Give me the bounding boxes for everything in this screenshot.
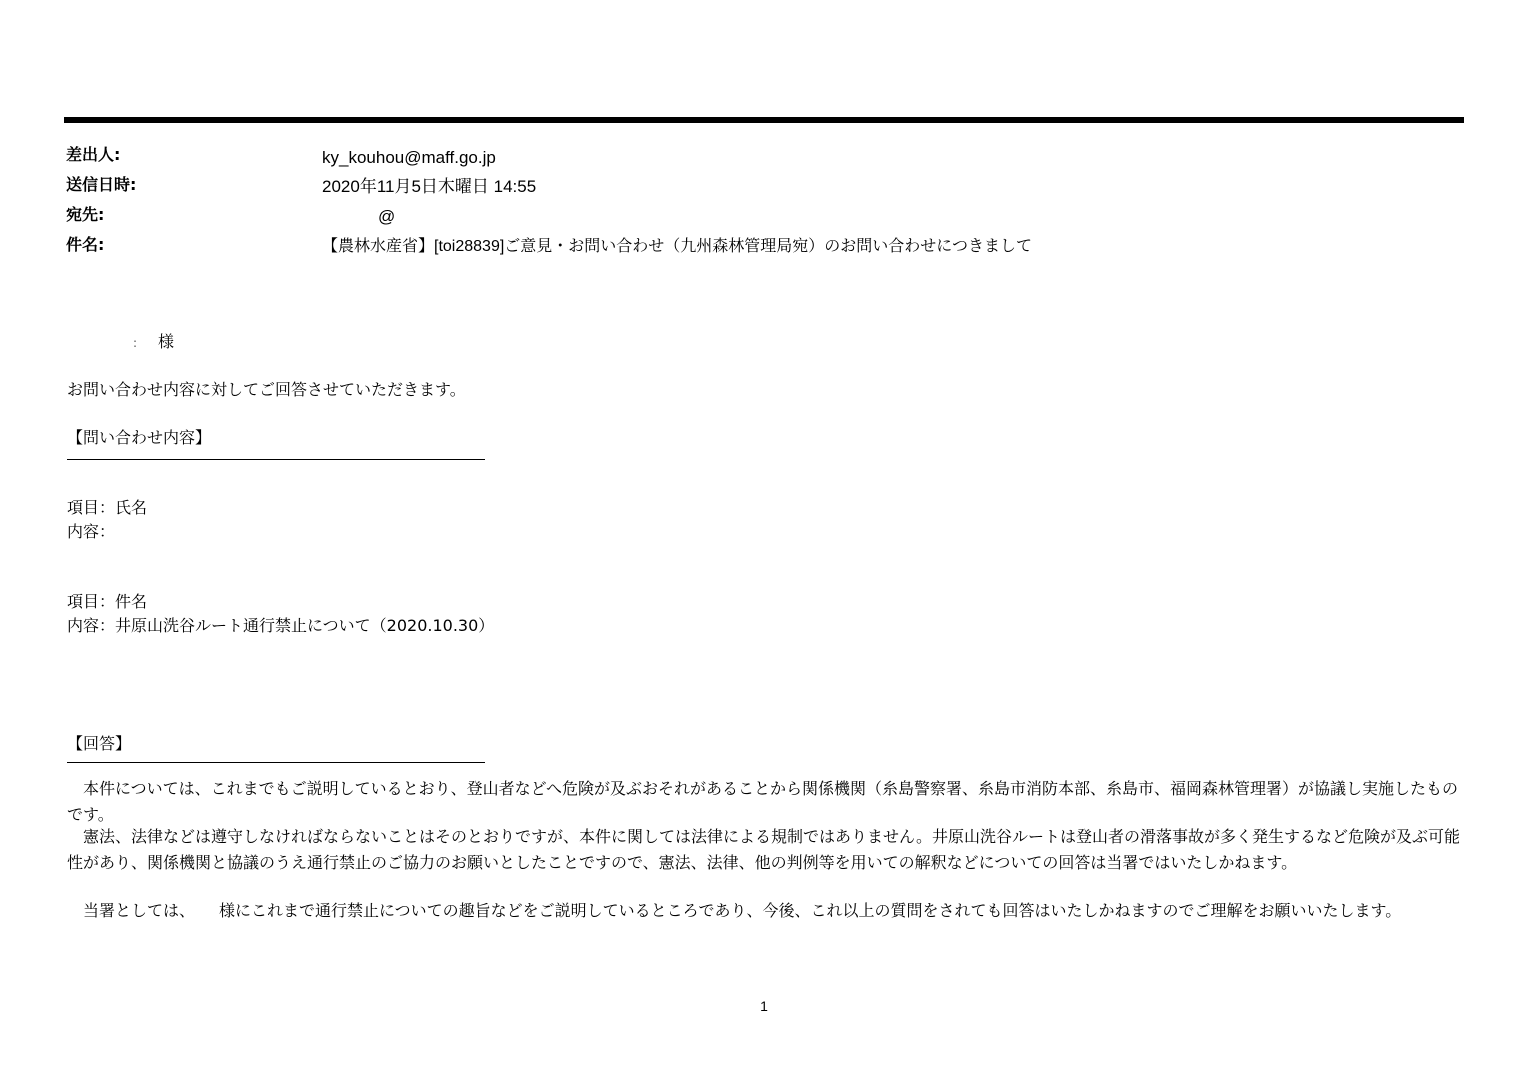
answer-divider <box>67 762 485 763</box>
answer-paragraph: 本件については、これまでもご説明しているとおり、登山者などへ危険が及ぶおそれがあることから関係機関（糸島警察署、糸島市消防本部、糸島市、福岡森林管理署）が協議し実施したものです。 <box>67 779 1459 824</box>
salutation-sama: 様 <box>158 332 175 351</box>
subject-value: 【農林水産省】[toi28839]ご意見・お問い合わせ（九州森林管理局宛）のお問い合わせにつきまして <box>322 238 1032 255</box>
item1-label: 項目：氏名 <box>67 498 148 517</box>
inquiry-heading: 【問い合わせ内容】 <box>67 428 212 447</box>
salutation-colon: : <box>133 336 138 350</box>
subject-label: 件名: <box>66 235 105 254</box>
from-value: ky_kouhou@maff.go.jp <box>322 148 496 167</box>
page-number: 1 <box>760 998 768 1014</box>
item1-content: 内容： <box>67 522 116 541</box>
answer-heading: 【回答】 <box>67 734 132 753</box>
header-rule <box>64 117 1464 123</box>
answer-paragraph: 当署としては、 様にこれまで通行禁止についての趣旨などをご説明しているところであり、今後、これ以上の質問をされても回答はいたしかねますのでご理解をお願いいたします。 <box>83 901 1402 920</box>
item2-content: 内容：井原山洗谷ルート通行禁止について（2020.10.30） <box>67 616 495 635</box>
to-label: 宛先: <box>66 205 105 224</box>
intro-text: お問い合わせ内容に対してご回答させていただきます。 <box>67 380 466 399</box>
sent-value: 2020年11月5日木曜日 14:55 <box>322 177 537 196</box>
answer-paragraph: 憲法、法律などは遵守しなければならないことはそのとおりですが、本件に関しては法律による規制ではありません。井原山洗谷ルートは登山者の滑落事故が多く発生するなど危険が及ぶ可能性があり、関係機関と協議のうえ通行禁止のご協力のお願いとしたことですので、憲法、法律、他の判例等を用いての解釈などについての回答は当署ではいたしかねます。 <box>67 827 1460 872</box>
from-label: 差出人: <box>66 145 121 164</box>
inquiry-divider <box>67 459 485 460</box>
item2-label: 項目：件名 <box>67 592 148 611</box>
sent-label: 送信日時: <box>66 175 137 194</box>
to-value: @ <box>378 207 396 226</box>
